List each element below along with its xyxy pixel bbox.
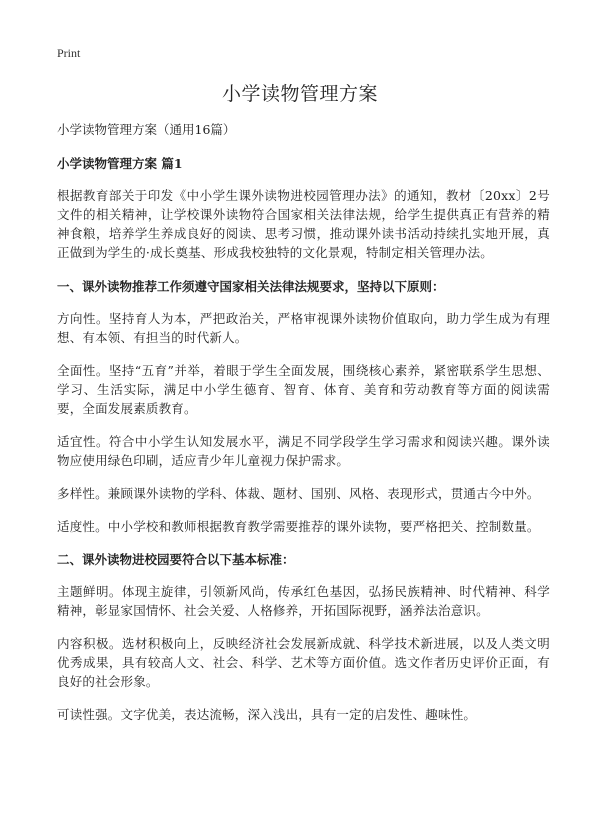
part-heading: 小学读物管理方案 篇1 [57, 156, 183, 171]
document-body [57, 120, 550, 738]
section-2-heading: 二、课外读物进校园要符合以下基本标准： [57, 552, 295, 567]
print-label: Print [57, 46, 81, 60]
standard-theme: 主题鲜明。体现主旋律，引领新风尚，传承红色基因，弘扬民族精神、时代精神、科学精神，彰显家国情怀、社会关爱、人格修养，开拓国际视野，涵养法治意识。 [57, 584, 550, 618]
principle-moderation: 适度性。中小学校和教师根据教育教学需要推荐的课外读物，要严格把关、控制数量。 [57, 519, 540, 534]
document-subtitle: 小学读物管理方案（通用16篇） [57, 122, 236, 137]
principle-comprehensive: 全面性。坚持“五育”并举，着眼于学生全面发展，围绕核心素养，紧密联系学生思想、学习、生活实际，满足中小学生德育、智育、体育、美育和劳动教育等方面的阅读需要，全面发展素质教育。 [57, 363, 550, 416]
standard-content: 内容积极。选材积极向上，反映经济社会发展新成就、科学技术新进展，以及人类文明优秀成果，具有较高人文、社会、科学、艺术等方面价值。选文作者历史评价正面，有良好的社会形象。 [57, 636, 550, 689]
principle-diversity: 多样性。兼顾课外读物的学科、体裁、题材、国别、风格、表现形式，贯通古今中外。 [57, 486, 540, 501]
principle-direction: 方向性。坚持育人为本，严把政治关，严格审视课外读物价值取向，助力学生成为有理想、有本领、有担当的时代新人。 [57, 311, 550, 345]
intro-paragraph: 根据教育部关于印发《中小学生课外读物进校园管理办法》的通知，教材〔20xx〕2号文件的相关精神，让学校课外读物符合国家相关法律法规，给学生提供真正有营养的精神食粮，培养学生养成良好的阅读、思考习惯，推动课外读书活动持续扎实地开展，真正做到为学生的·成长奠基、形成我校独特的文化景观，特制定相关管理办法。 [57, 188, 550, 260]
standard-readability: 可读性强。文字优美，表达流畅，深入浅出，具有一定的启发性、趣味性。 [57, 707, 477, 722]
principle-suitability: 适宜性。符合中小学生认知发展水平，满足不同学段学生学习需求和阅读兴趣。课外读物应使用绿色印刷，适应青少年儿童视力保护需求。 [57, 434, 550, 468]
section-1-heading: 一、课外读物推荐工作须遵守国家相关法律法规要求，坚持以下原则： [57, 279, 445, 294]
document-title: 小学读物管理方案 [221, 83, 378, 105]
